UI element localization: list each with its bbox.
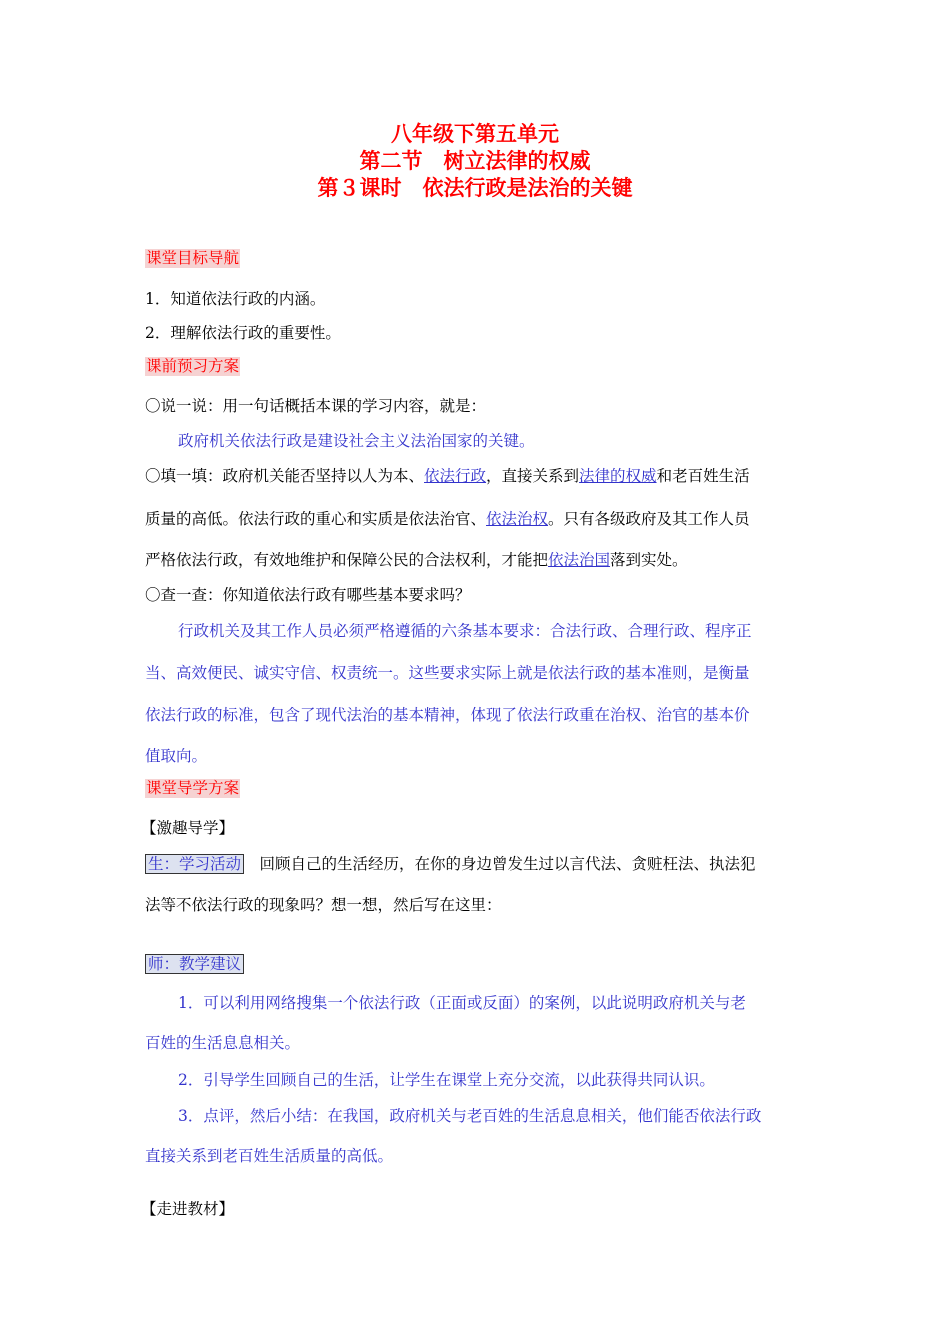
goal-item-2: 2．理解依法行政的重要性。 [145,324,341,342]
fill-text: 和老百姓生活 [656,467,750,485]
goal-item-1: 1．知道依法行政的内涵。 [145,290,326,308]
goals-heading: 课堂目标导航 [146,249,240,267]
teacher-suggestion-tag: 师：教学建议 [145,954,244,974]
fill-line-2 [145,507,815,529]
teacher-tip-3b: 直接关系到老百姓生活质量的高低。 [145,1147,394,1165]
section-title: 第二节 树立法律的权威 [359,148,591,173]
teacher-tip-1b: 百姓的生活息息相关。 [145,1034,301,1052]
fill-answer-3: 依法治权 [486,510,549,528]
sub-heading-textbook: 【走进教材】 [141,1200,235,1218]
fill-text: 〇填一填：政府机关能否坚持以人为本、 [145,467,425,485]
check-answer-4: 值取向。 [145,747,208,765]
check-answer-2: 当、高效便民、诚实守信、权责统一。这些要求实际上就是依法行政的基本准则，是衡量 [145,664,750,682]
teacher-suggestion-line [145,954,815,974]
say-prompt: 〇说一说：用一句话概括本课的学习内容，就是： [145,397,487,415]
fill-text: 落到实处。 [610,551,688,569]
fill-text: ，直接关系到 [486,467,580,485]
fill-answer-4: 依法治国 [548,551,611,569]
teacher-tip-2: 2．引导学生回顾自己的生活，让学生在课堂上充分交流，以此获得共同认识。 [178,1071,715,1089]
check-answer-1: 行政机关及其工作人员必须严格遵循的六条基本要求：合法行政、合理行政、程序正 [178,622,752,640]
teacher-tip-3a: 3．点评，然后小结：在我国，政府机关与老百姓的生活息息相关，他们能否依法行政 [178,1107,762,1125]
fill-line-1 [145,464,815,486]
student-activity-text: 回顾自己的生活经历，在你的身边曾发生过以言代法、贪赃枉法、执法犯 [244,855,756,873]
say-answer: 政府机关依法行政是建设社会主义法治国家的关键。 [178,432,535,450]
fill-answer-2: 法律的权威 [579,467,657,485]
fill-text: 严格依法行政，有效地维护和保障公民的合法权利，才能把 [145,551,549,569]
teacher-tip-1a: 1．可以利用网络搜集一个依法行政（正面或反面）的案例，以此说明政府机关与老 [178,994,746,1012]
preview-heading: 课前预习方案 [146,357,240,375]
student-activity-line-2: 法等不依法行政的现象吗？想一想，然后写在这里： [145,896,502,914]
check-answer-3: 依法行政的标准，包含了现代法治的基本精神，体现了依法行政重在治权、治官的基本价 [145,706,750,724]
student-activity-line-1 [145,852,815,874]
fill-answer-1: 依法行政 [424,467,487,485]
fill-line-3 [145,548,815,570]
fill-text: 。只有各级政府及其工作人员 [548,510,750,528]
unit-title: 八年级下第五单元 [391,121,559,146]
check-prompt: 〇查一查：你知道依法行政有哪些基本要求吗？ [145,586,471,604]
guide-heading: 课堂导学方案 [146,779,240,797]
sub-heading-interest: 【激趣导学】 [141,819,235,837]
document-titles [0,120,950,201]
fill-text: 质量的高低。依法行政的重心和实质是依法治官、 [145,510,487,528]
lesson-title: 第３课时 依法行政是法治的关键 [317,175,633,200]
student-activity-tag: 生：学习活动 [145,854,244,874]
